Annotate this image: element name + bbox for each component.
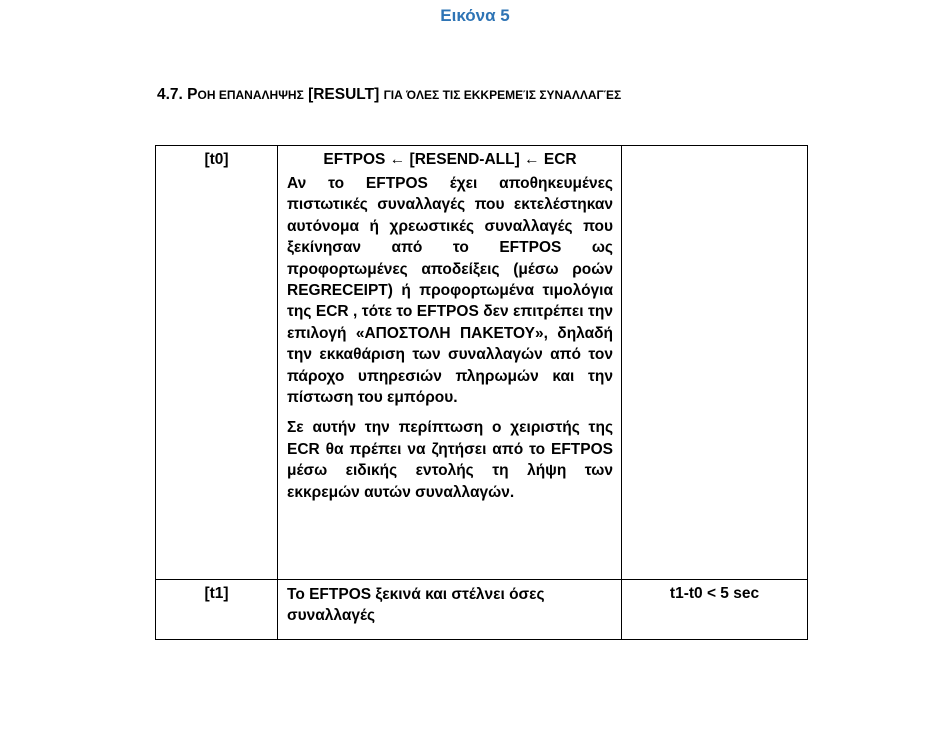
flow-line xyxy=(287,150,613,170)
description-cell xyxy=(278,580,622,640)
description-text: Το EFTPOS ξεκινά και στέλνει όσες συναλλαγές xyxy=(287,586,545,625)
left-arrow-icon: ← xyxy=(389,151,406,168)
time-cell xyxy=(156,146,278,580)
section-heading xyxy=(157,86,621,104)
figure-caption: Εικόνα 5 xyxy=(440,6,510,25)
flow-table xyxy=(155,145,808,640)
left-arrow-icon: ← xyxy=(524,151,540,168)
limit-cell xyxy=(622,146,808,580)
section-title-tail: ΓΙΑ ΌΛΕΣ ΤΙΣ ΕΚΚΡΕΜΕΊΣ ΣΥΝΑΛΛΑΓΈΣ xyxy=(383,88,622,102)
limit-label xyxy=(622,146,807,150)
flow-right: ECR xyxy=(543,151,577,168)
flow-left: EFTPOS xyxy=(323,151,386,168)
section-title-rest: ΟΗ ΕΠΑΝΑΛΗΨΗΣ xyxy=(197,88,304,102)
table-row xyxy=(156,580,808,640)
section-number: 4.7. xyxy=(157,86,183,103)
description-paragraph: Σε αυτήν την περίπτωση ο χειριστής της ECR θα πρέπει να ζητήσει από το EFTPOS μέσω ειδικής εντολής τη λήψη των εκκρεμών αυτών συναλλαγών. xyxy=(287,419,613,501)
section-title-initial: Ρ xyxy=(187,86,198,103)
time-label: [t0] xyxy=(204,151,229,168)
time-label: [t1] xyxy=(204,585,229,602)
time-cell xyxy=(156,580,278,640)
flow-command: [RESEND-ALL] xyxy=(409,151,520,168)
limit-cell xyxy=(622,580,808,640)
table-row xyxy=(156,146,808,580)
section-bracket-term: [RESULT] xyxy=(308,86,380,103)
description-cell xyxy=(278,146,622,580)
limit-label: t1-t0 < 5 sec xyxy=(669,585,760,602)
description-paragraph: Αν το EFTPOS έχει αποθηκευμένες πιστωτικές συναλλαγές που εκτελέστηκαν αυτόνομα ή χρεωστικές συναλλαγές που ξεκίνησαν από το EFTPOS ως προφορτωμένες αποδείξεις (μέσω ροών REGRECEIPT) ή προφορτωμένα τιμολόγια της ECR , τότε το EFTPOS δεν επιτρέπει την επιλογή «ΑΠΟΣΤΟΛΗ ΠΑΚΕΤΟΥ», δηλαδή την εκκαθάριση των συναλλαγών από τον πάροχο υπηρεσιών πληρωμών και την πίστωση του εμπόρου. xyxy=(287,175,613,407)
